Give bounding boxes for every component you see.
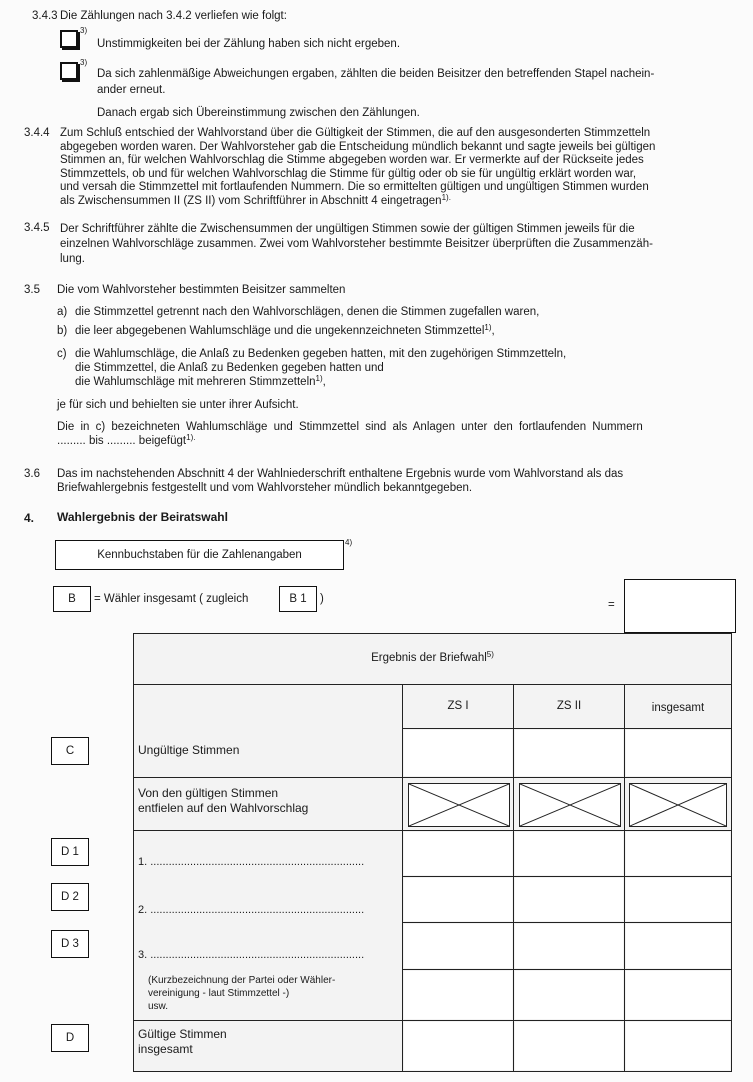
party-note-1: (Kurzbezeichnung der Partei oder Wähler- xyxy=(148,975,336,986)
kennbuchstaben-label: Kennbuchstaben für die Zahlenangaben xyxy=(97,549,302,561)
code-box-b1: B 1 xyxy=(279,586,317,612)
section-3-4-3-text: Die Zählungen nach 3.4.2 verliefen wie folgt: xyxy=(60,10,287,22)
option-discrepancy-line-1: Da sich zahlenmäßige Abweichungen ergaben, zählten die beiden Beisitzer den betreffenden Stapel nachein- xyxy=(97,68,655,80)
section-number-3-5: 3.5 xyxy=(24,284,40,296)
col-header-zs1: ZS I xyxy=(447,700,469,712)
text-line: Der Schriftführer zählte die Zwischensummen der ungültigen Stimmen sowie der gültigen Stimmen jeweils für die xyxy=(60,223,635,235)
row-label-valid-1: Von den gültigen Stimmen xyxy=(138,786,279,800)
item-b-label: b) xyxy=(57,325,68,337)
item-c-label: c) xyxy=(57,348,67,360)
footnote-ref: 1) xyxy=(484,323,492,332)
crossed-cell-icon xyxy=(519,783,621,827)
cell-more-zs2[interactable] xyxy=(515,971,623,1019)
crossed-cell-icon xyxy=(408,783,510,827)
footnote-ref: 1). xyxy=(186,433,196,442)
code-box-d2: D 2 xyxy=(51,883,89,911)
item-a-label: a) xyxy=(57,306,68,318)
option-discrepancy-line-2: ander erneut. xyxy=(97,84,166,96)
table-title: Ergebnis der Briefwahl$^{5)}$ xyxy=(371,650,494,664)
cell-d2-total[interactable] xyxy=(626,878,730,921)
footnote-ref: 3) xyxy=(80,26,88,35)
section-3-5-intro: Die vom Wahlvorsteher bestimmten Beisitzer sammelten xyxy=(57,284,346,296)
section-number-3-6: 3.6 xyxy=(24,468,40,480)
section-number-3-4-5: 3.4.5 xyxy=(24,222,50,234)
text-line: Stimmen an, für welchen Wahlvorschlag die Stimme abgegeben worden war. Er vermerkte auf der Rückseite jedes xyxy=(60,154,644,166)
cell-c-total[interactable] xyxy=(626,730,730,776)
code-box-b: B xyxy=(53,586,91,612)
row-label-c: Ungültige Stimmen xyxy=(138,743,240,757)
code-box-d: D xyxy=(51,1024,89,1052)
section-3-4-4-text xyxy=(60,127,750,208)
cell-d3-zs1[interactable] xyxy=(404,924,512,968)
footnote-ref: 3) xyxy=(80,58,88,67)
cell-c-zs2[interactable] xyxy=(515,730,623,776)
section-3-5-after: je für sich und behielten sie unter ihrer Aufsicht. xyxy=(57,399,299,411)
cell-d2-zs2[interactable] xyxy=(515,878,623,921)
item-c-line-2: die Stimmzettel, die Anlaß zu Bedenken gegeben hatten und xyxy=(75,362,384,374)
code-box-d1: D 1 xyxy=(51,838,89,866)
party-row-3[interactable]: 3. ...................................................................... xyxy=(138,949,365,961)
checkbox-discrepancy[interactable] xyxy=(60,62,78,80)
text-line: als Zwischensummen II (ZS II) vom Schriftführer in Abschnitt 4 eingetragen$^{1).}$ xyxy=(60,192,451,207)
section-3-6-line-2: Briefwahlergebnis festgestellt und vom Wahlvorsteher mündlich bekanntgegeben. xyxy=(57,482,473,494)
cell-d1-zs2[interactable] xyxy=(515,832,623,875)
cell-d3-total[interactable] xyxy=(626,924,730,968)
item-a-text: die Stimmzettel getrennt nach den Wahlvorschlägen, denen die Stimmen zugefallen waren, xyxy=(75,306,540,318)
cell-d-total[interactable] xyxy=(626,1022,730,1070)
text-line: und versah die Stimmzettel mit fortlaufenden Nummern. Die so ermittelten gültigen und ungültigen Stimmen wurden xyxy=(60,181,649,193)
text-line: lung. xyxy=(60,253,85,265)
checkbox-no-discrepancy[interactable] xyxy=(60,30,78,48)
party-row-1[interactable]: 1. ...................................................................... xyxy=(138,856,365,868)
section-number-3-4-4: 3.4.4 xyxy=(24,127,50,139)
section-number-3-4-3: 3.4.3 xyxy=(32,10,58,22)
voters-total-text: = Wähler insgesamt ( zugleich xyxy=(94,593,249,605)
results-table xyxy=(133,633,732,1072)
voters-total-input[interactable] xyxy=(624,579,736,633)
item-c-line-3: die Wahlumschläge mit mehreren Stimmzetteln$^{1)}$, xyxy=(75,374,326,388)
voters-total-close: ) xyxy=(320,593,324,605)
code-box-d3: D 3 xyxy=(51,930,89,958)
option-discrepancy-line-3: Danach ergab sich Übereinstimmung zwischen den Zählungen. xyxy=(97,107,420,119)
section-3-4-5-text xyxy=(60,222,750,267)
cell-d2-zs1[interactable] xyxy=(404,878,512,921)
kennbuchstaben-box xyxy=(55,540,344,570)
section-4-title: Wahlergebnis der Beiratswahl xyxy=(57,510,228,524)
row-label-valid-2: entfielen auf den Wahlvorschlag xyxy=(138,801,309,815)
option-no-discrepancy-text: Unstimmigkeiten bei der Zählung haben sich nicht ergeben. xyxy=(97,38,401,50)
code-box-c: C xyxy=(51,737,89,765)
crossed-cell-icon xyxy=(629,783,727,827)
item-c-line-1: die Wahlumschläge, die Anlaß zu Bedenken gegeben hatten, mit den zugehörigen Stimmzetteln, xyxy=(75,348,567,360)
cell-d-zs1[interactable] xyxy=(404,1022,512,1070)
cell-d-zs2[interactable] xyxy=(515,1022,623,1070)
party-note-3: usw. xyxy=(148,1001,169,1012)
footnote-ref: 1). xyxy=(441,192,451,202)
footnote-ref: 4) xyxy=(345,538,353,547)
cell-d3-zs2[interactable] xyxy=(515,924,623,968)
cell-c-zs1[interactable] xyxy=(404,730,512,776)
col-header-total: insgesamt xyxy=(651,702,705,714)
text-line: Zum Schluß entschied der Wahlvorstand über die Gültigkeit der Stimmen, die auf den ausgesonderten Stimmzetteln xyxy=(60,127,651,139)
text-line: Stimmzettels, ob und für welchen Wahlvorschlag die Stimme für gültig oder ob sie für ungültig erklärt worden war, xyxy=(60,167,637,180)
row-label-d-1: Gültige Stimmen xyxy=(138,1027,227,1041)
section-3-6-line-1: Das im nachstehenden Abschnitt 4 der Wahlniederschrift enthaltene Ergebnis wurde vom Wahlvorstand als das xyxy=(57,468,624,480)
cell-more-total[interactable] xyxy=(626,971,730,1019)
party-row-2[interactable]: 2. ...................................................................... xyxy=(138,904,365,916)
row-label-d-2: insgesamt xyxy=(138,1042,193,1056)
party-note-2: vereinigung - laut Stimmzettel -) xyxy=(148,988,290,999)
cell-d1-total[interactable] xyxy=(626,832,730,875)
item-b-text: die leer abgegebenen Wahlumschläge und die ungekennzeichneten Stimmzettel$^{1)}$, xyxy=(75,323,495,337)
col-header-zs2: ZS II xyxy=(556,700,582,712)
cell-d1-zs1[interactable] xyxy=(404,832,512,875)
attachments-line-1: Die in c) bezeichneten Wahlumschläge und Stimmzettel sind als Anlagen unter den fortlaufenden Nummern xyxy=(57,421,643,433)
section-number-4: 4. xyxy=(24,511,35,525)
footnote-ref: 1) xyxy=(315,374,323,383)
attachments-line-2: ......... bis ......... beigefügt$^{1).}$ xyxy=(57,433,196,447)
cell-more-zs1[interactable] xyxy=(404,971,512,1019)
equals-sign: = xyxy=(608,599,615,611)
text-line: einzelnen Wahlvorschläge zusammen. Zwei vom Wahlvorsteher bestimmte Beisitzer überprüften die Zusammenzäh- xyxy=(60,238,653,250)
text-line: abgegeben worden waren. Der Wahlvorsteher gab die Entscheidung mündlich bekannt und sagte jeweils bei gültigen xyxy=(60,140,656,153)
